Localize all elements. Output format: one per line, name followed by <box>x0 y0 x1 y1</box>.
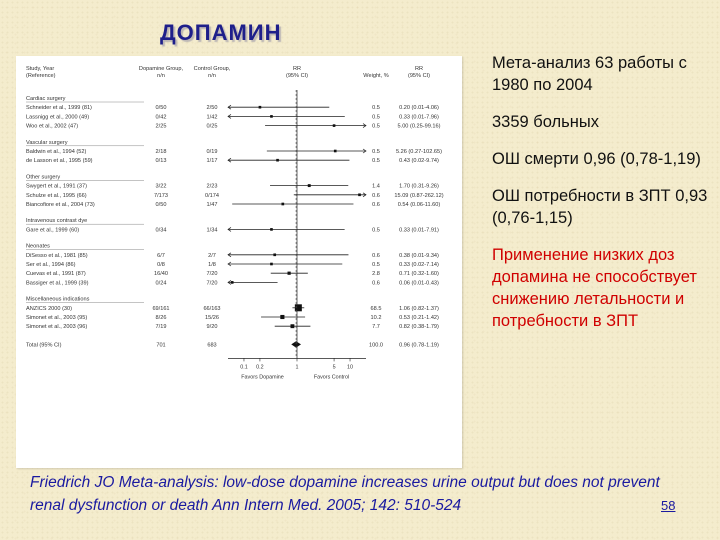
effect-square <box>288 272 291 275</box>
weight-value: 0.6 <box>372 280 380 287</box>
rr-ci-text: 0.06 (0.01-0.43) <box>399 280 439 287</box>
control-count: 15/26 <box>205 315 219 321</box>
weight-value: 68.5 <box>370 305 382 312</box>
dopamine-count: 6/7 <box>157 252 165 259</box>
rr-ci-text: 1.06 (0.82-1.37) <box>399 305 439 312</box>
rr-ci-text: 0.71 (0.32-1.60) <box>399 271 439 278</box>
control-count: 0/174 <box>205 192 219 199</box>
study-label: Lassnigg et al., 2000 (49) <box>26 114 90 121</box>
effect-square <box>281 203 284 206</box>
weight-value: 0.5 <box>372 123 380 130</box>
study-label: Bassiger et al., 1999 (39) <box>26 280 89 287</box>
group-heading: Neonates <box>26 243 50 250</box>
bullet-list <box>492 52 714 347</box>
header-dopamine: n/n <box>157 73 165 79</box>
dopamine-count: 2/18 <box>155 149 167 155</box>
group-heading: Intravenous contrast dye <box>26 218 88 225</box>
weight-value: 2.8 <box>372 271 380 278</box>
rr-ci-text: 0.38 (0.01-9.34) <box>399 252 439 259</box>
weight-value: 0.5 <box>372 149 380 155</box>
effect-square <box>259 106 262 109</box>
effect-square <box>270 115 273 118</box>
control-count: 0/19 <box>206 149 218 155</box>
header-rr-ci: (95% CI) <box>407 73 431 79</box>
dopamine-count: 0/42 <box>155 114 167 121</box>
control-count: 1/42 <box>206 114 218 121</box>
effect-square <box>333 124 336 127</box>
control-count: 2/23 <box>206 183 218 190</box>
effect-square <box>290 324 294 328</box>
effect-square <box>308 184 311 187</box>
dopamine-count: 69/161 <box>152 305 170 312</box>
rr-ci-text: 15.09 (0.87-262.12) <box>394 192 444 199</box>
dopamine-count: 2/25 <box>155 123 167 130</box>
weight-value: 1.4 <box>372 183 380 190</box>
weight-value: 0.5 <box>372 227 380 234</box>
dopamine-count: 3/22 <box>155 183 167 190</box>
x-tick-label: 5 <box>332 364 336 371</box>
weight-value: 7.7 <box>372 324 380 331</box>
weight-value: 0.6 <box>372 252 380 259</box>
rr-ci-text: 5.00 (0.25-99.16) <box>397 123 441 130</box>
control-count: 0/25 <box>206 123 218 130</box>
dopamine-count: 0/8 <box>157 262 165 268</box>
study-label: Simonet et al., 2003 (96) <box>26 324 88 331</box>
weight-value: 10.2 <box>370 315 382 321</box>
control-count: 1/47 <box>206 202 218 208</box>
effect-square <box>273 253 276 256</box>
study-label: DiSesso et al., 1981 (85) <box>26 252 88 259</box>
study-label: Biancofiore et al., 2004 (73) <box>26 202 95 208</box>
group-heading: Other surgery <box>26 174 61 181</box>
study-label: Schulze et al., 1995 (66) <box>26 192 87 199</box>
control-count: 1/17 <box>206 158 218 165</box>
study-label: Baldwin et al., 1994 (52) <box>26 149 87 155</box>
bullet-meta-analysis: Мета-анализ 63 работы с 1980 по 2004 <box>492 54 687 94</box>
effect-square <box>276 159 279 162</box>
x-tick-label: 0.2 <box>256 364 264 371</box>
control-count: 1/8 <box>208 262 216 268</box>
slide-title: ДОПАМИН <box>160 20 282 45</box>
study-label: ANZICS 2000 (30) <box>26 305 73 312</box>
x-tick-label: 1 <box>295 364 299 371</box>
citation: Friedrich JO Meta-analysis: low-dose dopamine increases urine output but does not prevent renal dysfunction or death Ann Intern Med. 2005; 142: 510-524 <box>30 474 660 514</box>
effect-square <box>280 315 284 319</box>
control-count: 7/20 <box>206 280 218 287</box>
header-rr: (95% CI) <box>285 73 309 79</box>
study-label: Swygert et al., 1991 (37) <box>26 183 87 190</box>
rr-ci-text: 0.33 (0.01-7.91) <box>399 227 439 234</box>
dopamine-count: 0/50 <box>155 105 167 112</box>
axis-label-favors-dopamine: Favors Dopamine <box>241 374 284 381</box>
header-rr-ci: RR <box>414 66 424 72</box>
bullet-conclusion: Применение низких доз допамина не способствует снижению летальности и потребности в ЗПТ <box>492 246 697 330</box>
dopamine-count: 0/34 <box>155 227 167 234</box>
forest-plot <box>16 56 462 468</box>
bullet-patients: 3359 больных <box>492 113 600 131</box>
control-count: 9/20 <box>206 324 218 331</box>
control-count: 66/163 <box>203 305 221 312</box>
bullet-mortality-or: ОШ смерти 0,96 (0,78-1,19) <box>492 150 701 168</box>
control-count: 2/7 <box>208 252 216 259</box>
effect-square <box>334 150 337 153</box>
study-label: Gare et al., 1999 (60) <box>26 227 80 234</box>
axis-label-favors-control: Favors Control <box>313 374 350 381</box>
dopamine-count: 8/26 <box>155 315 167 321</box>
header-dopamine: Dopamine Group, <box>138 66 184 72</box>
header-weight: Weight, % <box>363 73 389 79</box>
effect-square <box>231 281 234 284</box>
total-dopamine: 701 <box>156 342 166 349</box>
control-count: 1/34 <box>206 227 218 234</box>
group-heading: Miscellaneous indications <box>26 296 90 303</box>
header-control: n/n <box>208 73 216 79</box>
total-control: 683 <box>207 342 217 349</box>
rr-ci-text: 0.20 (0.01-4.06) <box>399 105 439 112</box>
weight-value: 0.5 <box>372 158 380 165</box>
bullet-rrt-or: ОШ потребности в ЗПТ 0,93 (0,76-1,15) <box>492 187 708 227</box>
weight-value: 0.5 <box>372 262 380 268</box>
dopamine-count: 0/50 <box>155 202 167 208</box>
total-weight: 100.0 <box>369 342 383 349</box>
group-heading: Cardiac surgery <box>26 96 66 102</box>
study-label: Ser et al., 1994 (86) <box>26 262 76 268</box>
forest-plot-figure <box>16 56 462 468</box>
total-label: Total (95% CI) <box>26 342 62 349</box>
study-label: de Lasson et al., 1995 (59) <box>26 158 93 165</box>
rr-ci-text: 1.70 (0.31-9.26) <box>399 183 439 190</box>
group-heading: Vascular surgery <box>26 139 68 146</box>
header-study: (Reference) <box>26 73 56 79</box>
header-control: Control Group, <box>193 66 231 72</box>
header-study: Study, Year <box>26 66 55 72</box>
study-label: Cuevas et al., 1991 (87) <box>26 271 86 278</box>
rr-ci-text: 5.26 (0.27-102.65) <box>395 149 443 155</box>
control-count: 7/20 <box>206 271 218 278</box>
study-label: Woo et al., 2002 (47) <box>26 123 79 130</box>
x-tick-label: 0.1 <box>240 364 248 371</box>
header-rr: RR <box>292 66 302 72</box>
study-label: Simonet et al., 2003 (95) <box>26 315 88 321</box>
control-count: 2/50 <box>206 105 218 112</box>
weight-value: 0.6 <box>372 202 380 208</box>
effect-square <box>270 228 273 231</box>
dopamine-count: 7/173 <box>154 192 168 199</box>
weight-value: 0.5 <box>372 114 380 121</box>
effect-square <box>358 193 361 196</box>
page-number[interactable]: 58 <box>661 498 676 513</box>
rr-ci-text: 0.33 (0.01-7.96) <box>399 114 439 121</box>
total-rr-ci-text: 0.96 (0.78-1.19) <box>399 342 439 349</box>
weight-value: 0.5 <box>372 105 380 112</box>
rr-ci-text: 0.33 (0.02-7.14) <box>399 262 439 268</box>
study-label: Schneider et al., 1999 (81) <box>26 105 92 112</box>
dopamine-count: 0/13 <box>155 158 167 165</box>
rr-ci-text: 0.53 (0.21-1.42) <box>399 315 439 321</box>
dopamine-count: 16/40 <box>154 271 168 278</box>
x-tick-label: 10 <box>347 364 354 371</box>
effect-square <box>270 263 273 266</box>
weight-value: 0.6 <box>372 192 380 199</box>
rr-ci-text: 0.43 (0.02-9.74) <box>399 158 439 165</box>
rr-ci-text: 0.82 (0.38-1.79) <box>399 324 439 331</box>
rr-ci-text: 0.54 (0.06-11.60) <box>397 202 441 208</box>
dopamine-count: 0/24 <box>155 280 167 287</box>
dopamine-count: 7/19 <box>155 324 167 331</box>
